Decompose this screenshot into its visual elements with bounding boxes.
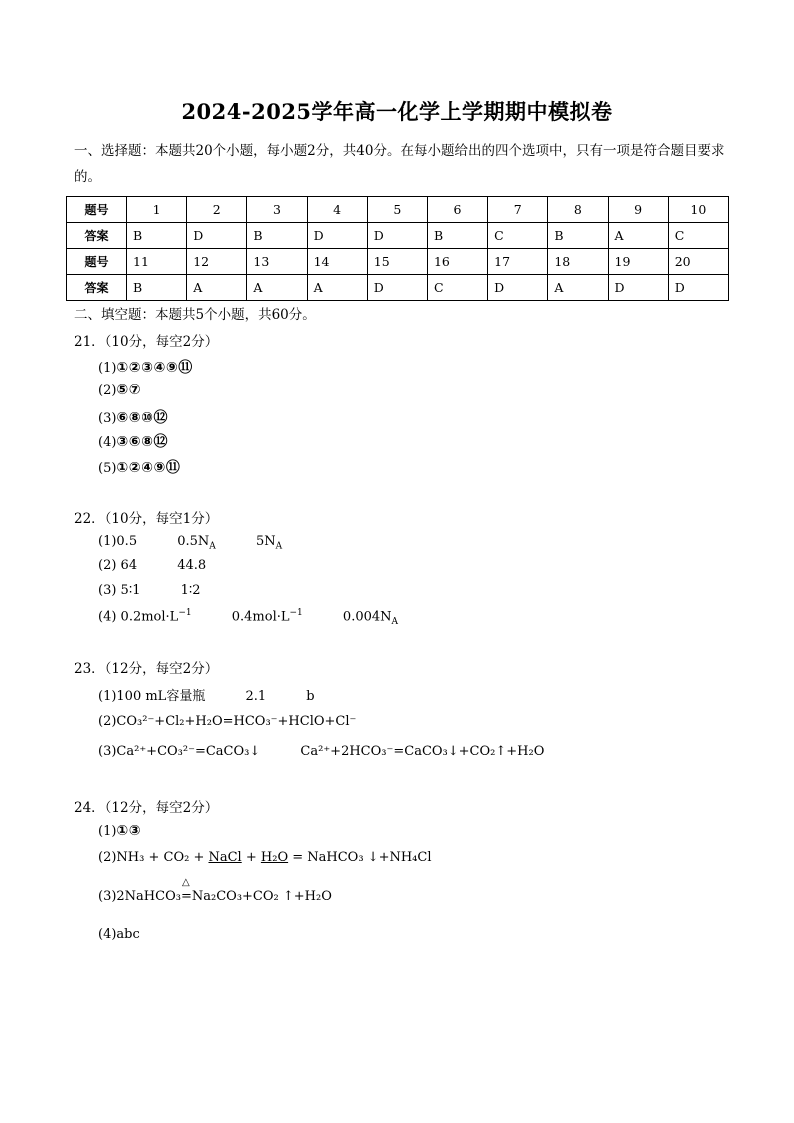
table-row-answers-2 (67, 275, 729, 301)
table-cell: 14 (307, 249, 367, 275)
q24-answer-1: (1)①③ (98, 823, 142, 839)
table-cell: A (187, 275, 247, 301)
table-cell: A (247, 275, 307, 301)
section1-instructions: 一、选择题：本题共20个小题，每小题2分，共40分。在每小题给出的四个选项中，只有一项是符合题目要求的。 (74, 143, 725, 185)
table-cell: 2 (187, 197, 247, 223)
table-cell: D (367, 275, 427, 301)
question-23-heading: 23．（12分，每空2分） (74, 661, 219, 677)
table-cell: D (187, 223, 247, 249)
table-cell: 5 (367, 197, 427, 223)
question-21-heading: 21．（10分，每空2分） (74, 334, 219, 350)
q21-answer-2: (2)⑤⑦ (98, 382, 142, 398)
q22-answer-1: (1)0.5 $0.5N_A$ $5N_A$ (98, 534, 283, 552)
table-row-numbers-2 (67, 249, 729, 275)
table-cell: 19 (608, 249, 668, 275)
table-cell: D (668, 275, 728, 301)
table-cell: A (608, 223, 668, 249)
table-cell: C (427, 275, 487, 301)
table-cell: B (127, 275, 187, 301)
table-cell: B (127, 223, 187, 249)
table-cell: 8 (548, 197, 608, 223)
table-label-answer: 答案 (67, 223, 127, 249)
q21-answer-4: (4)③⑥⑧⑫ (98, 434, 168, 450)
table-cell: B (427, 223, 487, 249)
table-cell: C (488, 223, 548, 249)
table-cell: 20 (668, 249, 728, 275)
table-cell: B (548, 223, 608, 249)
q22-answer-2: (2) 64 44.8 (98, 558, 207, 573)
question-22-heading: 22．（10分，每空1分） (74, 511, 219, 527)
table-cell: 15 (367, 249, 427, 275)
q21-answer-1: (1)①②③④⑨⑪ (98, 360, 193, 376)
table-cell: 6 (427, 197, 487, 223)
table-cell: D (488, 275, 548, 301)
table-label-answer: 答案 (67, 275, 127, 301)
question-24-heading: 24．（12分，每空2分） (74, 800, 219, 816)
table-cell: D (608, 275, 668, 301)
table-cell: 4 (307, 197, 367, 223)
section2-instructions: 二、填空题：本题共5个小题，共60分。 (74, 307, 316, 323)
table-cell: 1 (127, 197, 187, 223)
q23-answer-3: (3)Ca²⁺+CO₃²⁻=CaCO₃↓ Ca²⁺+2HCO₃⁻=CaCO₃↓+CO₂↑+H₂O (98, 744, 545, 759)
q24-answer-2: (2)NH₃ + CO₂ + NaCl + H₂O = NaHCO₃ ↓+NH₄Cl (98, 850, 432, 865)
q24-answer-3: (3)2NaHCO₃ △ =Na₂CO₃+CO₂ ↑+H₂O (98, 877, 332, 904)
table-cell: A (307, 275, 367, 301)
q22-answer-4: (4) $0.2mol\cdot L^{-1}$ $0.4mol\cdot L^{-1}$ $0.004N_A$ (98, 608, 399, 627)
page-title: 2024-2025学年高一化学上学期期中模拟卷 (181, 99, 613, 124)
table-cell: 12 (187, 249, 247, 275)
table-cell: 17 (488, 249, 548, 275)
answer-table (66, 196, 729, 301)
table-cell: 16 (427, 249, 487, 275)
q24-answer-4: (4)abc (98, 927, 140, 942)
table-label-number: 题号 (67, 197, 127, 223)
table-cell: 18 (548, 249, 608, 275)
table-cell: A (548, 275, 608, 301)
q23-answer-2: (2)CO₃²⁻+Cl₂+H₂O=HCO₃⁻+HClO+Cl⁻ (98, 714, 357, 729)
heating-delta-icon: △ = (180, 877, 192, 904)
table-cell: C (668, 223, 728, 249)
table-label-number: 题号 (67, 249, 127, 275)
table-cell: 10 (668, 197, 728, 223)
table-cell: 3 (247, 197, 307, 223)
q21-answer-3: (3)⑥⑧⑩⑫ (98, 410, 168, 426)
table-row-answers-1 (67, 223, 729, 249)
table-cell: 11 (127, 249, 187, 275)
table-cell: B (247, 223, 307, 249)
q23-answer-1: (1)100 mL容量瓶 2.1 b (98, 689, 315, 704)
table-cell: D (367, 223, 427, 249)
q22-answer-3: (3) 5∶1 1∶2 (98, 583, 201, 598)
q21-answer-5: (5)①②④⑨⑪ (98, 460, 181, 476)
table-cell: 13 (247, 249, 307, 275)
table-cell: 7 (488, 197, 548, 223)
table-cell: 9 (608, 197, 668, 223)
table-row-numbers-1 (67, 197, 729, 223)
table-cell: D (307, 223, 367, 249)
